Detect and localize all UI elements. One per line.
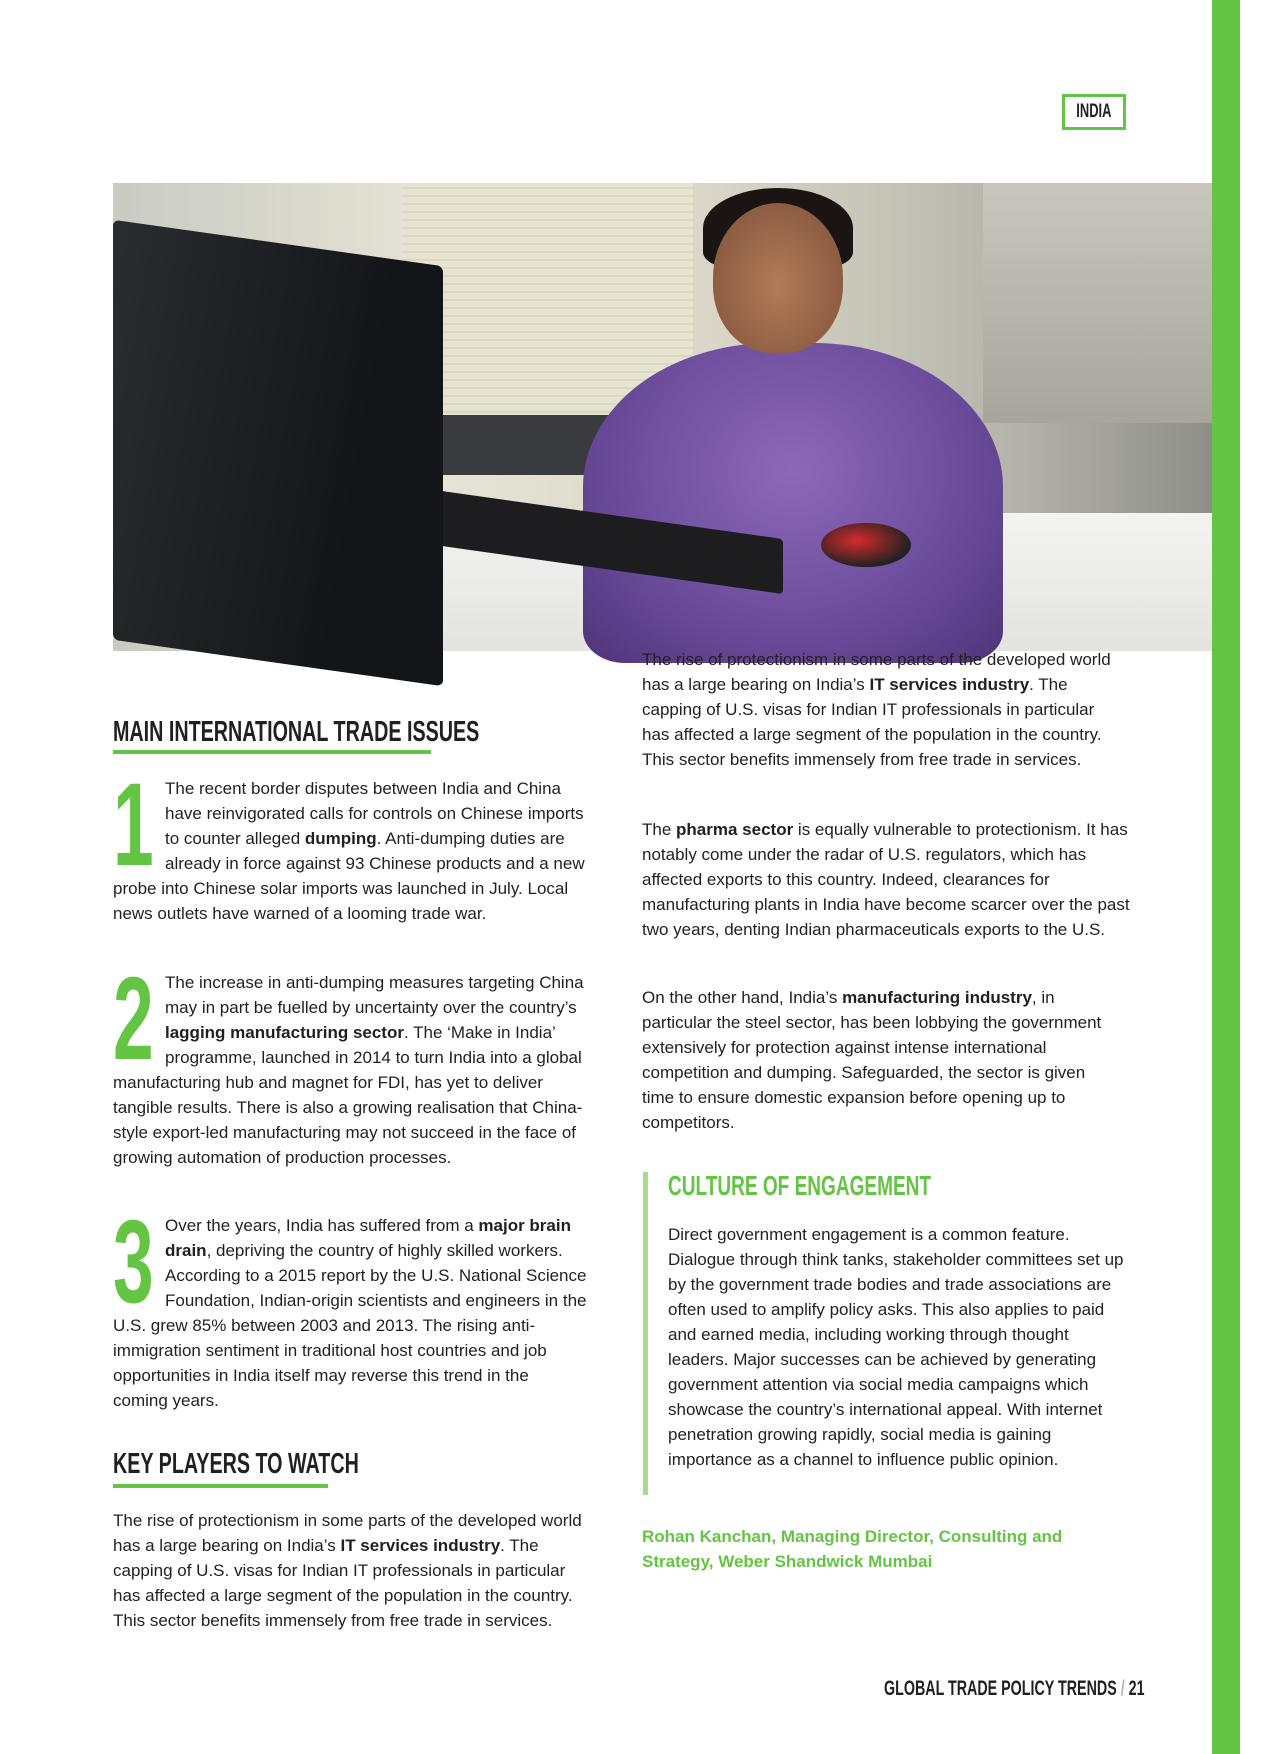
callout-body: Direct government engagement is a common feature. Dialogue through think tanks, stakeholder committees set up by the government trade bodies and trade associations are often used to amplify policy asks. This also applies to paid and earned media, including working through thought leaders. Major successes can be achieved by generating government attention via social media campaigns which showcase the country’s international appeal. With internet penetration growing rapidly, social media is gaining importance as a channel to influence public opinion. — [668, 1225, 1124, 1469]
callout-accent-bar — [643, 1172, 648, 1495]
footer-separator: / — [1120, 1677, 1125, 1700]
section-heading-trade-issues: MAIN INTERNATIONAL TRADE ISSUES — [113, 716, 480, 748]
key-players-paragraph-2: The pharma sector is equally vulnerable to protectionism. It has notably come under the radar of U.S. regulators, which has affected exports to this country. Indeed, clearances for manufacturing plants in India have become scarcer over the past two years, denting Indian pharmaceuticals exports to the U.S. — [642, 820, 1130, 939]
issue-3: 3 Over the years, India has suffered from a major brain drain, depriving the country of highly skilled workers. According to a 2015 report by the U.S. National Science Foundation, Indian-origin scientists and engineers in the U.S. grew 85% between 2003 and 2013. The rising anti-immigration sentiment in traditional host countries and job opportunities in India itself may reverse this trend in the coming years. — [113, 1196, 587, 1410]
country-tag-label: INDIA — [1076, 101, 1112, 122]
issue-1: 1 The recent border disputes between India and China have reinvigorated calls for controls on Chinese imports to counter alleged dumping. Anti-dumping duties are already in force against 93 Chinese products and a new probe into Chinese solar imports was launched in July. Local news outlets have warned of a looming trade war. — [113, 759, 585, 923]
attribution: Rohan Kanchan, Managing Director, Consulting and Strategy, Weber Shandwick Mumbai — [642, 1527, 1063, 1571]
photo-person-body — [583, 343, 1003, 663]
photo-window — [983, 183, 1212, 423]
page-number: 21 — [1128, 1677, 1145, 1700]
key-players-paragraph-1-part-b — [642, 650, 1130, 797]
key-players-paragraph-1-part-a: The rise of protectionism in some parts of the developed world has a large bearing on India’s IT services industry. The capping of U.S. visas for Indian IT professionals in particular has affected a large segment of the population in the country. This sector benefits immensely from free trade in services. — [113, 1511, 582, 1630]
heading-underline — [113, 1484, 328, 1488]
heading-underline — [113, 750, 431, 754]
footer-title: GLOBAL TRADE POLICY TRENDS — [884, 1677, 1117, 1700]
page-footer — [884, 1677, 1267, 1701]
issue-number-2: 2 — [113, 953, 154, 1085]
callout-heading: CULTURE OF ENGAGEMENT — [668, 1170, 932, 1201]
photo-monitor — [113, 220, 443, 686]
issue-number-1: 1 — [113, 759, 154, 891]
page-edge-accent-bar — [1212, 0, 1240, 1754]
photo-person-head — [713, 203, 843, 353]
issue-number-3: 3 — [113, 1196, 154, 1328]
section-heading-key-players: KEY PLAYERS TO WATCH — [113, 1448, 359, 1480]
country-tag — [1062, 94, 1126, 130]
photo-mouse — [821, 523, 911, 567]
photo-woman-at-desk-icon — [113, 183, 1212, 651]
issue-2: 2 The increase in anti-dumping measures targeting China may in part be fuelled by uncertainty over the country’s lagging manufacturing sector. The ‘Make in India’ programme, launched in 2014 to turn India into a global manufacturing hub and magnet for FDI, has yet to deliver tangible results. There is also a growing realisation that China-style export-led manufacturing may not succeed in the face of growing automation of production processes. — [113, 953, 584, 1167]
key-players-paragraph-3: On the other hand, India’s manufacturing industry, in particular the steel sector, has been lobbying the government extensively for protection against intense international competition and dumping. Safeguarded, the sector is given time to ensure domestic expansion before opening up to competitors. — [642, 988, 1102, 1132]
continued-text: The rise of protectionism in some parts of the developed world has a large bearing on India’s IT services industry. The capping of U.S. visas for Indian IT professionals in particular has affected a large segment of the population in the country. This sector benefits immensely from free trade in services. — [642, 650, 1111, 769]
